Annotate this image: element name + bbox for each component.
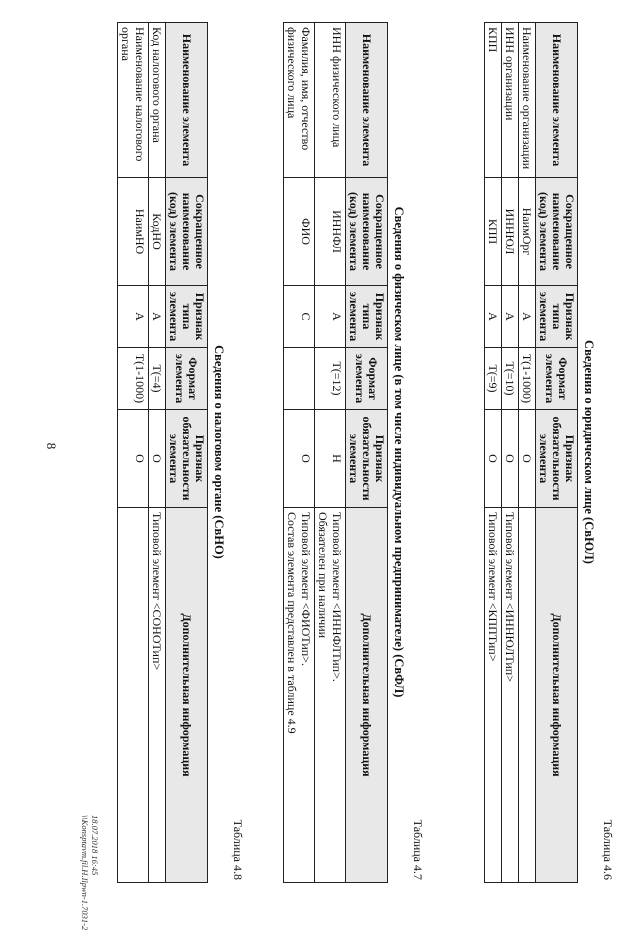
table-cell: А [485, 286, 502, 348]
header-cell: Дополнительная информация [166, 508, 208, 883]
table-row [284, 23, 315, 883]
table-4-8 [117, 22, 208, 883]
table-block-4-8 [117, 22, 245, 882]
header-cell: Наименование элемента [166, 23, 208, 178]
table-row [315, 23, 346, 883]
table-cell: Код налогового органа [149, 23, 166, 178]
table-cell: ИННФЛ [315, 178, 346, 286]
table-cell [519, 508, 536, 883]
table-title: Сведения о налоговом органе (СвНО) [212, 345, 226, 559]
table-cell: ИННЮЛ [502, 178, 519, 286]
table-row [118, 23, 149, 883]
header-cell: Признак обязательности элемента [346, 410, 388, 508]
table-cell: ФИО [284, 178, 315, 286]
table-header-row [346, 23, 388, 883]
header-cell: Признак типа элемента [536, 286, 578, 348]
table-cell [118, 508, 149, 883]
table-cell: О [149, 410, 166, 508]
table-cell: ИНН организации [502, 23, 519, 178]
header-cell: Дополнительная информация [346, 508, 388, 883]
print-footer [80, 815, 100, 930]
header-cell: Формат элемента [346, 348, 388, 410]
table-cell [284, 348, 315, 410]
table-cell: Типовой элемент <ФИОТип>. Состав элемента представлен в таблице 4.9 [284, 508, 315, 883]
table-title: Сведения о физическом лице (в том числе индивидуальном предпринимателе) (СвФЛ) [392, 206, 406, 698]
table-cell: КПП [485, 23, 502, 178]
table-cell: А [315, 286, 346, 348]
table-cell: КПП [485, 178, 502, 286]
header-cell: Формат элемента [536, 348, 578, 410]
header-cell: Признак типа элемента [346, 286, 388, 348]
table-number: Таблица 4.8 [231, 819, 245, 880]
rotated-page-content [25, 22, 615, 882]
header-cell: Сокращенное наименование (код) элемента [346, 178, 388, 286]
table-4-7 [283, 22, 388, 883]
table-block-4-6 [484, 22, 615, 882]
table-cell: НаимНО [118, 178, 149, 286]
table-cell: ИНН физического лица [315, 23, 346, 178]
table-cell: А [502, 286, 519, 348]
table-cell: Типовой элемент <ИННЮЛТип> [502, 508, 519, 883]
footer-path: \\Konsptavm.fil.H.Ilpwn-1.7031-2 [80, 815, 90, 930]
table-cell: А [519, 286, 536, 348]
table-cell: А [149, 286, 166, 348]
table-cell: С [284, 286, 315, 348]
table-cell: Типовой элемент <КППТип> [485, 508, 502, 883]
table-title: Сведения о юридическом лице (СвЮЛ) [582, 340, 596, 564]
table-cell: О [118, 410, 149, 508]
table-cell: Наименование организации [519, 23, 536, 178]
header-cell: Дополнительная информация [536, 508, 578, 883]
table-4-6 [484, 22, 578, 883]
table-row [502, 23, 519, 883]
page-number: 8 [44, 442, 59, 450]
header-cell: Наименование элемента [346, 23, 388, 178]
header-cell: Признак типа элемента [166, 286, 208, 348]
table-cell: Наименование налогового органа [118, 23, 149, 178]
table-cell: О [485, 410, 502, 508]
header-cell: Сокращенное наименование (код) элемента [536, 178, 578, 286]
table-cell: Т(=10) [502, 348, 519, 410]
table-cell: Фамилия, имя, отчество физического лица [284, 23, 315, 178]
table-cell: КодНО [149, 178, 166, 286]
table-block-4-7 [283, 22, 425, 882]
header-cell: Признак обязательности элемента [536, 410, 578, 508]
table-cell: Н [315, 410, 346, 508]
table-row [149, 23, 166, 883]
table-cell: Т(=9) [485, 348, 502, 410]
header-cell: Признак обязательности элемента [166, 410, 208, 508]
table-cell: Т(=4) [149, 348, 166, 410]
footer-timestamp: 18.07.2018 16:45 [90, 815, 100, 876]
table-cell: Т(1-1000) [118, 348, 149, 410]
table-cell: Т(1-1000) [519, 348, 536, 410]
table-cell: О [519, 410, 536, 508]
header-cell: Сокращенное наименование (код) элемента [166, 178, 208, 286]
table-cell: О [284, 410, 315, 508]
table-row [519, 23, 536, 883]
table-cell: Типовой элемент <ИННФЛТип>. Обязателен при наличии [315, 508, 346, 883]
header-cell: Наименование элемента [536, 23, 578, 178]
table-row [485, 23, 502, 883]
table-cell: Т(=12) [315, 348, 346, 410]
header-cell: Формат элемента [166, 348, 208, 410]
table-cell: Типовой элемент <СОНОТип> [149, 508, 166, 883]
table-cell: О [502, 410, 519, 508]
table-cell: А [118, 286, 149, 348]
table-cell: НаимОрг [519, 178, 536, 286]
table-header-row [166, 23, 208, 883]
table-number: Таблица 4.6 [601, 819, 615, 880]
table-header-row [536, 23, 578, 883]
table-number: Таблица 4.7 [411, 819, 425, 880]
